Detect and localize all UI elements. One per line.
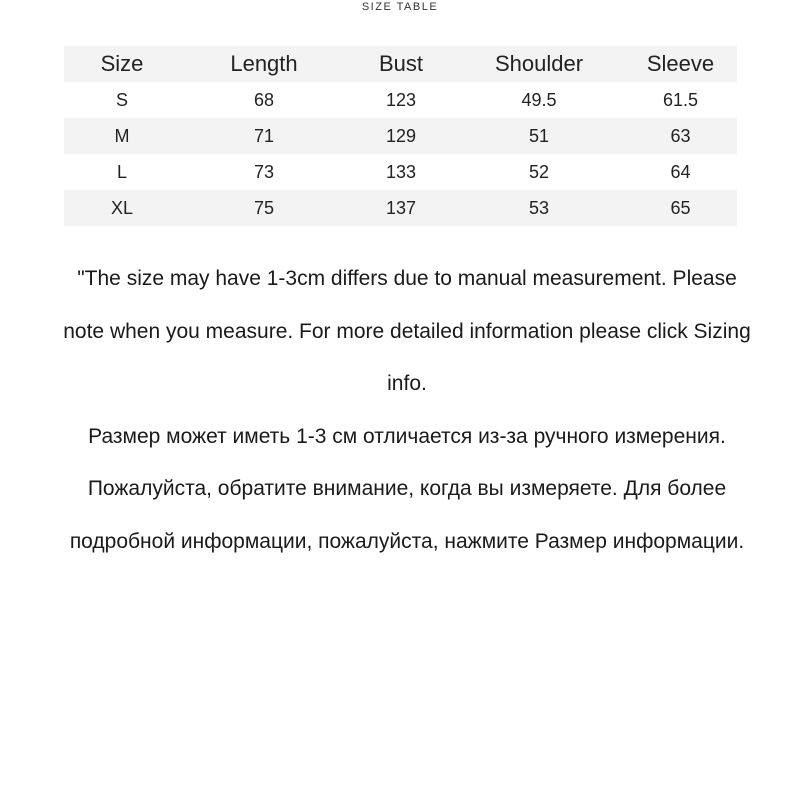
cell-size: L	[116, 161, 127, 182]
table-row	[64, 154, 737, 190]
cell-size: XL	[110, 197, 134, 218]
cell-bust: 123	[385, 89, 417, 110]
cell-sleeve: 63	[670, 125, 691, 146]
size-table	[64, 46, 737, 226]
cell-shoulder: 53	[528, 197, 550, 218]
cell-bust: 137	[385, 197, 417, 218]
cell-size: M	[114, 125, 130, 146]
table-header-row	[64, 46, 737, 82]
header-bust: Bust	[378, 51, 424, 76]
cell-sleeve: 64	[670, 161, 691, 182]
table-row	[64, 190, 737, 226]
note-russian: Размер может иметь 1-3 см отличается из-за ручного измерения. Пожалуйста, обратите внимание, когда вы измеряете. Для более подробной информации, пожалуйста, нажмите Размер информации.	[69, 424, 745, 553]
cell-shoulder: 49.5	[521, 89, 557, 110]
cell-length: 71	[253, 125, 275, 146]
note-english: "The size may have 1-3cm differs due to manual measurement. Please note when you measure. For more detailed information please click Sizing info.	[63, 267, 751, 395]
header-length: Length	[230, 51, 298, 76]
cell-sleeve: 65	[670, 197, 691, 218]
table-row	[64, 118, 737, 154]
cell-length: 68	[253, 89, 275, 110]
cell-size: S	[115, 89, 128, 110]
measurement-notes	[60, 253, 754, 568]
page-title: SIZE TABLE	[361, 1, 439, 13]
cell-length: 73	[253, 161, 275, 182]
cell-length: 75	[253, 197, 275, 218]
cell-shoulder: 52	[528, 161, 550, 182]
cell-sleeve: 61.5	[662, 89, 699, 110]
header-shoulder: Shoulder	[494, 51, 584, 76]
table-row	[64, 82, 737, 118]
cell-bust: 129	[385, 125, 417, 146]
header-sleeve: Sleeve	[646, 51, 715, 76]
header-size: Size	[100, 51, 144, 76]
cell-bust: 133	[385, 161, 417, 182]
cell-shoulder: 51	[528, 125, 550, 146]
